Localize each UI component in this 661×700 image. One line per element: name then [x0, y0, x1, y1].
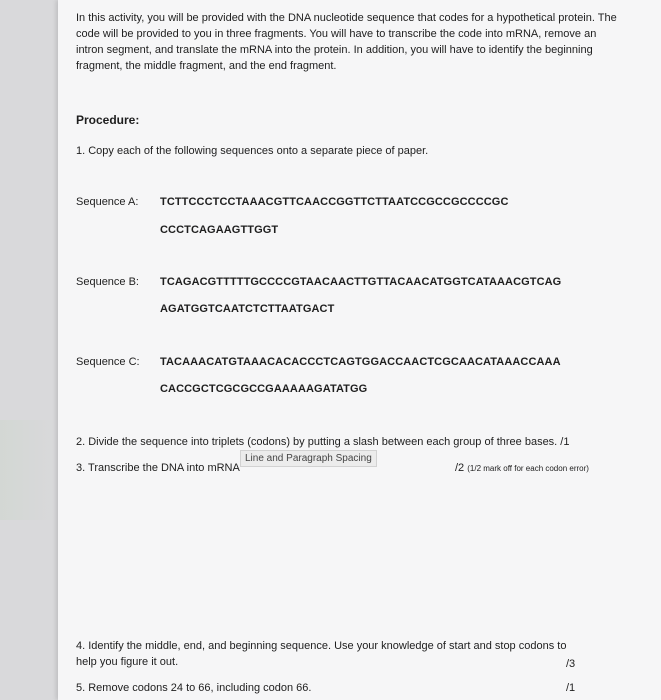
step-4-points: /3 — [566, 658, 576, 670]
step-4-line1: 4. Identify the middle, end, and beginning sequence. Use your knowledge of start and stop codons to — [76, 640, 567, 652]
spacing-tooltip: Line and Paragraph Spacing — [240, 450, 377, 467]
step-1: 1. Copy each of the following sequences onto a separate piece of paper. — [76, 145, 429, 157]
step-3-points-value: /2 — [455, 462, 465, 474]
sequence-b-line2: AGATGGTCAATCTCTTAATGACT — [160, 303, 335, 315]
intro-paragraph: In this activity, you will be provided with the DNA nucleotide sequence that codes for a hypothetical protein. The code will be provided to you in three fragments. You will have to transcribe the code into mRNA, remove an intron segment, and translate the mRNA into the protein. In addition, you will have to identify the beginning fragment, the middle fragment, and the end fragment. — [76, 12, 617, 72]
step-3: 3. Transcribe the DNA into mRNA — [76, 462, 240, 474]
step-5-points: /1 — [566, 682, 576, 694]
sequence-c-line1: TACAAACATGTAAACACACCCTCAGTGGACCAACTCGCAACATAAACCAAA — [160, 356, 561, 368]
document-page — [58, 0, 661, 700]
margin-shadow — [0, 420, 58, 520]
step-4-line2: help you figure it out. — [76, 656, 179, 668]
sequence-a-line2: CCCTCAGAAGTTGGT — [160, 224, 279, 236]
sequence-c-label: Sequence C: — [76, 356, 140, 368]
sequence-c-line2: CACCGCTCGCGCCGAAAAAGATATGG — [160, 383, 368, 395]
sequence-a-label: Sequence A: — [76, 196, 139, 208]
sequence-a-line1: TCTTCCCTCCTAAACGTTCAACCGGTTCTTAATCCGCCGCCCCGC — [160, 196, 509, 208]
procedure-heading: Procedure: — [76, 113, 140, 127]
step-2: 2. Divide the sequence into triplets (codons) by putting a slash between each group of three bases. /1 — [76, 436, 570, 448]
sequence-b-line1: TCAGACGTTTTTGCCCCGTAACAACTTGTTACAACATGGTCATAAACGTCAG — [160, 276, 562, 288]
step-3-points — [455, 460, 589, 477]
sequence-b-label: Sequence B: — [76, 276, 139, 288]
step-5: 5. Remove codons 24 to 66, including codon 66. — [76, 682, 312, 694]
step-3-note: (1/2 mark off for each codon error) — [467, 464, 589, 473]
